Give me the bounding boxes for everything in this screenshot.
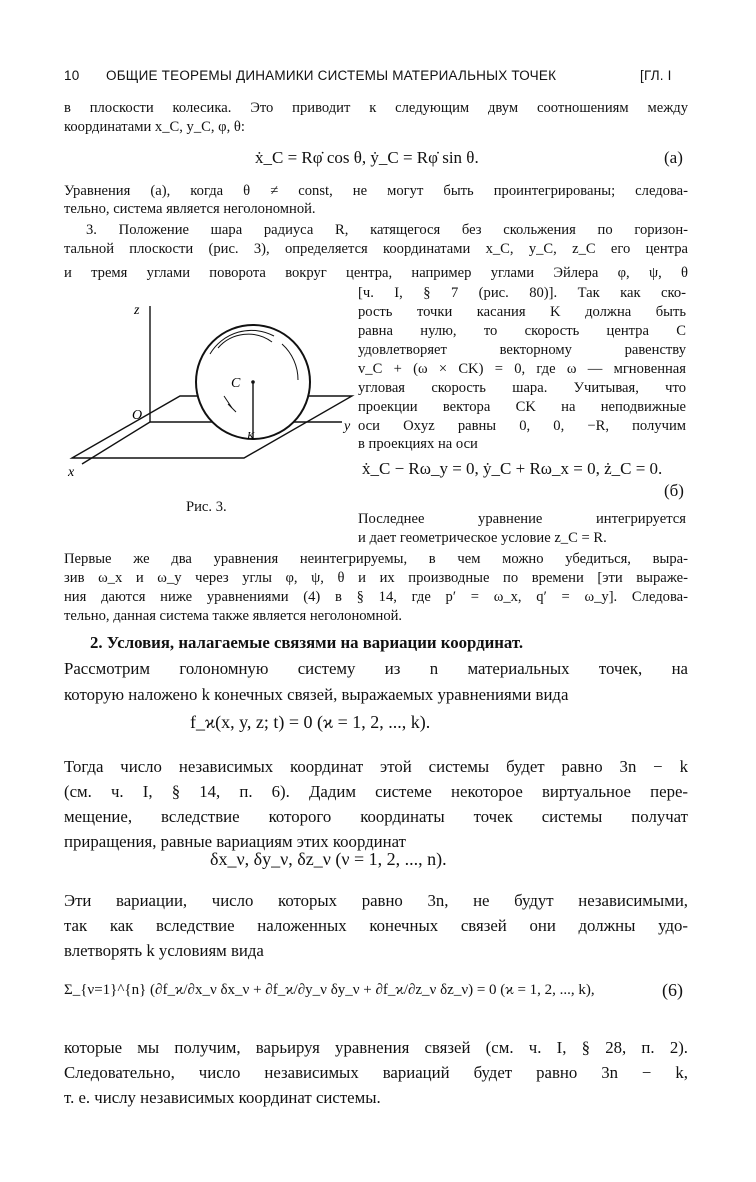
- equation-b: ẋ_C − Rω_y = 0, ẏ_C + Rω_x = 0, ż_C = 0.: [362, 459, 663, 478]
- p7-line-3: мещение, вследствие которого координаты точек системы получат: [64, 807, 688, 826]
- p6-line-2: которую наложено k конечных связей, выражаемых уравнениями вида: [64, 685, 569, 704]
- p5-line-3: ния даются ниже уравнениями (4) в § 14, где p′ = ω_x, q′ = ω_y]. Следова-: [64, 589, 688, 605]
- right-line-9: в проекциях на оси: [358, 436, 478, 452]
- right-line-7: проекции вектора CK на неподвижные: [358, 399, 686, 415]
- p3-line-1: 3. Положение шара радиуса R, катящегося без скольжения по горизон-: [86, 222, 688, 238]
- right-line-1: [ч. I, § 7 (рис. 80)]. Так как ско-: [358, 285, 686, 301]
- chapter-marker: [ГЛ. I: [640, 68, 672, 83]
- p8-line-2: так как вследствие наложенных конечных связей они должны удо-: [64, 916, 688, 935]
- equation-a: ẋ_C = Rφ̇ cos θ, ẏ_C = Rφ̇ sin θ.: [255, 148, 479, 167]
- equation-delta: δx_ν, δy_ν, δz_ν (ν = 1, 2, ..., n).: [210, 849, 447, 869]
- p1-line-2: координатами x_C, y_C, φ, θ:: [64, 119, 245, 135]
- p8-line-3: влетворять k условиям вида: [64, 941, 264, 960]
- p5-line-1: Первые же два уравнения неинтегрируемы, в чем можно убедиться, выра-: [64, 551, 688, 567]
- right-line-6: угловая скорость шара. Учитывая, что: [358, 380, 686, 396]
- section-heading: 2. Условия, налагаемые связями на вариации координат.: [90, 633, 524, 652]
- p2-line-2: тельно, система является неголономной.: [64, 201, 316, 217]
- p1-line-1: в плоскости колесика. Это приводит к следующим двум соотношениям между: [64, 100, 688, 116]
- right-line-2: рость точки касания K должна быть: [358, 304, 686, 320]
- p9-line-2: Следовательно, число независимых вариаций будет равно 3n − k,: [64, 1063, 688, 1082]
- label-o: O: [132, 408, 143, 423]
- p2-line-1: Уравнения (а), когда θ ≠ const, не могут быть проинтегрированы; следова-: [64, 183, 688, 199]
- p7-line-1: Тогда число независимых координат этой системы будет равно 3n − k: [64, 757, 688, 776]
- right-line-8: оси Oxyz равны 0, 0, −R, получим: [358, 418, 686, 434]
- label-k: K: [247, 430, 255, 442]
- right-line-4: удовлетворяет векторному равенству: [358, 342, 686, 358]
- p3-line-3: и тремя углами поворота вокруг центра, например углами Эйлера φ, ψ, θ: [64, 265, 688, 281]
- equation-f: f_ϰ(x, y, z; t) = 0 (ϰ = 1, 2, ..., k).: [190, 712, 431, 732]
- running-title: ОБЩИЕ ТЕОРЕМЫ ДИНАМИКИ СИСТЕМЫ МАТЕРИАЛЬНЫХ ТОЧЕК: [106, 68, 557, 83]
- p9-line-3: т. е. числу независимых координат системы.: [64, 1088, 381, 1107]
- p7-line-2: (см. ч. I, § 14, п. 6). Дадим системе некоторое виртуальное пере-: [64, 782, 688, 801]
- p9-line-1: которые мы получим, варьируя уравнения связей (см. ч. I, § 28, п. 2).: [64, 1038, 688, 1057]
- p3-line-2: тальной плоскости (рис. 3), определяется координатами x_C, y_C, z_C его центра: [64, 241, 688, 257]
- right-line-10: Последнее уравнение интегрируется: [358, 511, 686, 527]
- p5-line-2: зив ω_x и ω_y через углы φ, ψ, θ и их производные по времени [эти выраже-: [64, 570, 688, 586]
- p5-line-4: тельно, данная система также является неголономной.: [64, 608, 403, 624]
- label-y: y: [344, 419, 351, 434]
- equation-6: Σ_{ν=1}^{n} (∂f_ϰ/∂x_ν δx_ν + ∂f_ϰ/∂y_ν δy_ν + ∂f_ϰ/∂z_ν δz_ν) = 0 (ϰ = 1, 2, ..., k),: [64, 982, 595, 998]
- right-line-5: v_C + (ω × CK) = 0, где ω — мгновенная: [358, 361, 686, 377]
- right-line-3: равна нулю, то скорость центра C: [358, 323, 686, 339]
- p6-line-1: Рассмотрим голономную систему из n материальных точек, на: [64, 659, 688, 678]
- label-z: z: [134, 303, 140, 318]
- page-number: 10: [64, 68, 80, 83]
- figure-caption: Рис. 3.: [186, 499, 227, 515]
- right-line-11: и дает геометрическое условие z_C = R.: [358, 530, 607, 546]
- p7-line-4: приращения, равные вариациям этих координат: [64, 832, 406, 851]
- equation-6-label: (6): [662, 980, 683, 1000]
- p8-line-1: Эти вариации, число которых равно 3n, не будут независимыми,: [64, 891, 688, 910]
- figure-3: [60, 292, 360, 492]
- equation-b-label: (б): [664, 481, 684, 500]
- label-c: C: [231, 376, 241, 391]
- equation-a-label: (a): [664, 148, 683, 167]
- center-point: [251, 380, 255, 384]
- label-x: x: [68, 465, 75, 480]
